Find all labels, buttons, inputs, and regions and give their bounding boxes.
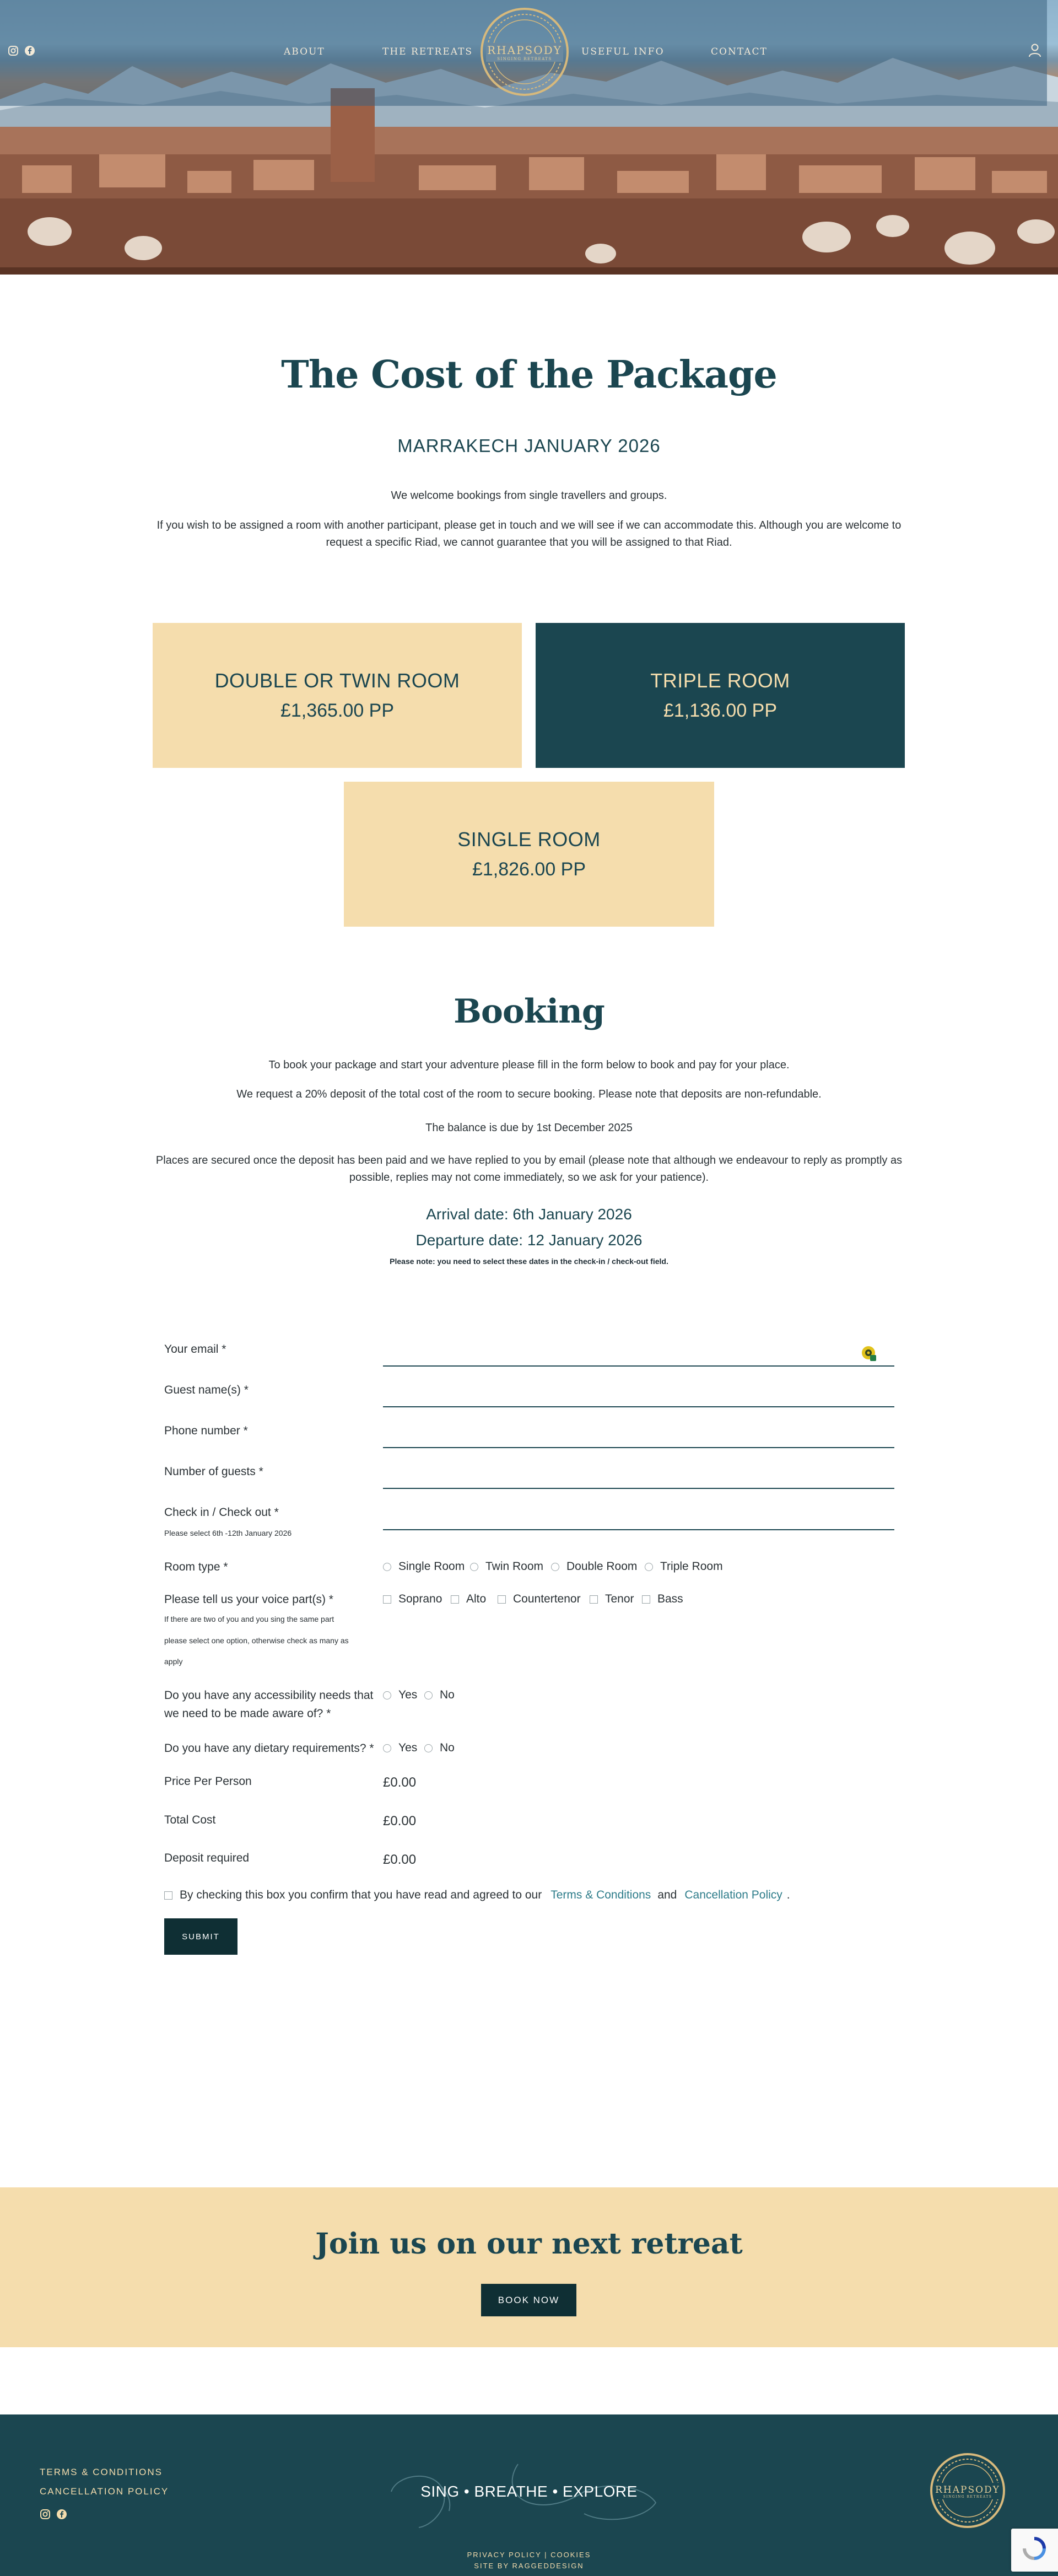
dietary-yes[interactable]: Yes <box>383 1741 417 1755</box>
phone-label: Phone number * <box>164 1424 248 1437</box>
nav-about[interactable]: ABOUT <box>284 46 325 57</box>
price-per-person-value: £0.00 <box>383 1775 417 1790</box>
page-title: The Cost of the Package <box>281 353 777 397</box>
checkbox[interactable] <box>590 1595 598 1604</box>
guest-name-label: Guest name(s) * <box>164 1384 249 1396</box>
rhapsody-footer-logo[interactable] <box>929 2452 1006 2529</box>
room-card-triple <box>536 623 905 768</box>
room-price: £1,136.00 PP <box>663 700 778 721</box>
email-field[interactable] <box>383 1365 894 1367</box>
checkbox[interactable] <box>498 1595 506 1604</box>
room-name: SINGLE ROOM <box>457 828 601 851</box>
join-next-retreat-banner <box>0 2187 1058 2347</box>
radio-button[interactable] <box>551 1563 559 1571</box>
room-price: £1,365.00 PP <box>280 700 395 721</box>
marrakech-cityscape-graphic <box>0 88 1058 275</box>
voice-option-soprano[interactable]: Soprano <box>383 1593 442 1606</box>
footer <box>0 2414 1058 2576</box>
footer-cancellation-link[interactable]: CANCELLATION POLICY <box>40 2486 169 2497</box>
recaptcha-badge[interactable] <box>1011 2529 1058 2572</box>
svg-text:SINGING RETREATS: SINGING RETREATS <box>497 57 552 61</box>
intro-paragraph-2: If you wish to be assigned a room with another participant, please get in touch and we will see if we can accommodate this. Although you are welcome to request a specific Riad, we cannot guarantee that you will be assigned to that Riad. <box>156 519 902 548</box>
voice-part-hint-2: please select one option, otherwise check as many as <box>164 1636 349 1645</box>
balance-due-text: The balance is due by 1st December 2025 <box>425 1122 633 1134</box>
booking-paragraph-4: Places are secured once the deposit has been paid and we have replied to you by email (please note that although we endeavour to reply as promptly as possible, replies may not come immediately, so we ask for your patience). <box>155 1154 903 1184</box>
site-credit[interactable]: SITE BY RAGGEDDESIGN <box>474 2562 584 2570</box>
total-cost-value: £0.00 <box>383 1814 417 1829</box>
radio-button[interactable] <box>383 1563 391 1571</box>
recaptcha-icon <box>1022 2536 1046 2561</box>
footer-terms-link[interactable]: TERMS & CONDITIONS <box>40 2467 163 2477</box>
rhapsody-logo[interactable] <box>479 7 570 97</box>
accessibility-label-line-2: we need to be made aware of? * <box>164 1707 331 1720</box>
room-name: TRIPLE ROOM <box>650 669 790 692</box>
departure-date: Departure date: 12 January 2026 <box>415 1231 643 1249</box>
radio-button[interactable] <box>645 1563 653 1571</box>
instagram-icon[interactable] <box>40 2509 51 2520</box>
room-type-label: Room type * <box>164 1561 228 1573</box>
room-card-double-twin <box>153 623 522 768</box>
terms-period: . <box>786 1889 790 1901</box>
room-type-option-double[interactable]: Double Room <box>551 1560 637 1573</box>
guest-name-field[interactable] <box>383 1406 894 1407</box>
room-price: £1,826.00 PP <box>472 859 586 880</box>
terms-and-text: and <box>657 1889 677 1901</box>
terms-agreement <box>164 1889 790 1902</box>
room-type-option-triple[interactable]: Triple Room <box>645 1560 723 1573</box>
svg-text:RHAPSODY: RHAPSODY <box>487 44 562 57</box>
footer-motto: SING • BREATHE • EXPLORE <box>420 2483 638 2500</box>
phone-field[interactable] <box>383 1447 894 1448</box>
terms-checkbox[interactable] <box>164 1891 172 1900</box>
accessibility-label-line-1: Do you have any accessibility needs that <box>164 1689 374 1702</box>
instagram-icon[interactable] <box>8 45 19 56</box>
checkbox[interactable] <box>383 1595 391 1604</box>
voice-option-tenor[interactable]: Tenor <box>590 1593 634 1606</box>
deposit-label: Deposit required <box>164 1852 250 1864</box>
accessibility-yes[interactable]: Yes <box>383 1688 417 1702</box>
room-type-option-single[interactable]: Single Room <box>383 1560 465 1573</box>
password-manager-icon[interactable] <box>861 1345 877 1362</box>
voice-part-hint-1: If there are two of you and you sing the same part <box>164 1615 334 1623</box>
dates-note: Please note: you need to select these dates in the check-in / check-out field. <box>390 1257 668 1266</box>
radio-button[interactable] <box>424 1691 433 1700</box>
submit-button[interactable]: SUBMIT <box>164 1918 237 1955</box>
cancellation-policy-link[interactable]: Cancellation Policy <box>684 1889 782 1901</box>
intro-paragraph-1: We welcome bookings from single travellers and groups. <box>391 490 667 502</box>
number-of-guests-label: Number of guests * <box>164 1465 263 1478</box>
nav-useful-info[interactable]: USEFUL INFO <box>581 46 665 57</box>
voice-part-hint-3: apply <box>164 1657 183 1666</box>
header-social-links <box>8 45 35 56</box>
hero-banner <box>0 0 1058 275</box>
svg-text:RHAPSODY: RHAPSODY <box>935 2484 1000 2496</box>
radio-button[interactable] <box>424 1744 433 1752</box>
voice-option-alto[interactable]: Alto <box>451 1593 486 1606</box>
checkbox[interactable] <box>642 1595 650 1604</box>
accessibility-no[interactable]: No <box>424 1688 455 1702</box>
radio-button[interactable] <box>470 1563 478 1571</box>
facebook-icon[interactable] <box>56 2509 67 2520</box>
booking-paragraph-1: To book your package and start your adventure please fill in the form below to book and pay for your place. <box>268 1059 790 1071</box>
price-per-person-label: Price Per Person <box>164 1775 252 1788</box>
facebook-icon[interactable] <box>24 45 35 56</box>
privacy-cookies-links[interactable]: PRIVACY POLICY | COOKIES <box>467 2551 591 2559</box>
total-cost-label: Total Cost <box>164 1814 216 1826</box>
checkin-checkout-label: Check in / Check out * <box>164 1506 279 1519</box>
booking-title: Booking <box>454 992 604 1031</box>
footer-social-links <box>40 2509 67 2520</box>
room-name: DOUBLE OR TWIN ROOM <box>214 669 460 692</box>
voice-part-label: Please tell us your voice part(s) * <box>164 1593 333 1606</box>
arrival-date: Arrival date: 6th January 2026 <box>426 1206 632 1223</box>
nav-contact[interactable]: CONTACT <box>711 46 768 57</box>
room-type-option-twin[interactable]: Twin Room <box>470 1560 543 1573</box>
number-of-guests-field[interactable] <box>383 1488 894 1489</box>
deposit-value: £0.00 <box>383 1852 417 1867</box>
book-now-button[interactable]: BOOK NOW <box>481 2284 576 2316</box>
checkbox[interactable] <box>451 1595 459 1604</box>
dietary-no[interactable]: No <box>424 1741 455 1755</box>
booking-paragraph-2: We request a 20% deposit of the total cost of the room to secure booking. Please note that deposits are non-refundable. <box>236 1088 822 1100</box>
radio-button[interactable] <box>383 1691 391 1700</box>
checkin-checkout-field[interactable] <box>383 1529 894 1530</box>
voice-option-countertenor[interactable]: Countertenor <box>498 1593 581 1606</box>
room-card-single <box>344 782 714 927</box>
terms-text: By checking this box you confirm that you have read and agreed to our <box>180 1889 542 1901</box>
svg-text:SINGING RETREATS: SINGING RETREATS <box>943 2495 992 2499</box>
email-label: Your email * <box>164 1343 226 1356</box>
radio-button[interactable] <box>383 1744 391 1752</box>
terms-conditions-link[interactable]: Terms & Conditions <box>550 1889 651 1901</box>
user-account-icon[interactable] <box>1028 43 1041 57</box>
top-navigation-bar <box>0 0 1047 106</box>
dietary-label: Do you have any dietary requirements? * <box>164 1742 374 1755</box>
voice-option-bass[interactable]: Bass <box>642 1593 683 1606</box>
join-title: Join us on our next retreat <box>315 2227 743 2261</box>
checkin-hint: Please select 6th -12th January 2026 <box>164 1529 292 1537</box>
retreat-subtitle: MARRAKECH JANUARY 2026 <box>397 435 661 456</box>
nav-the-retreats[interactable]: THE RETREATS <box>382 46 473 57</box>
